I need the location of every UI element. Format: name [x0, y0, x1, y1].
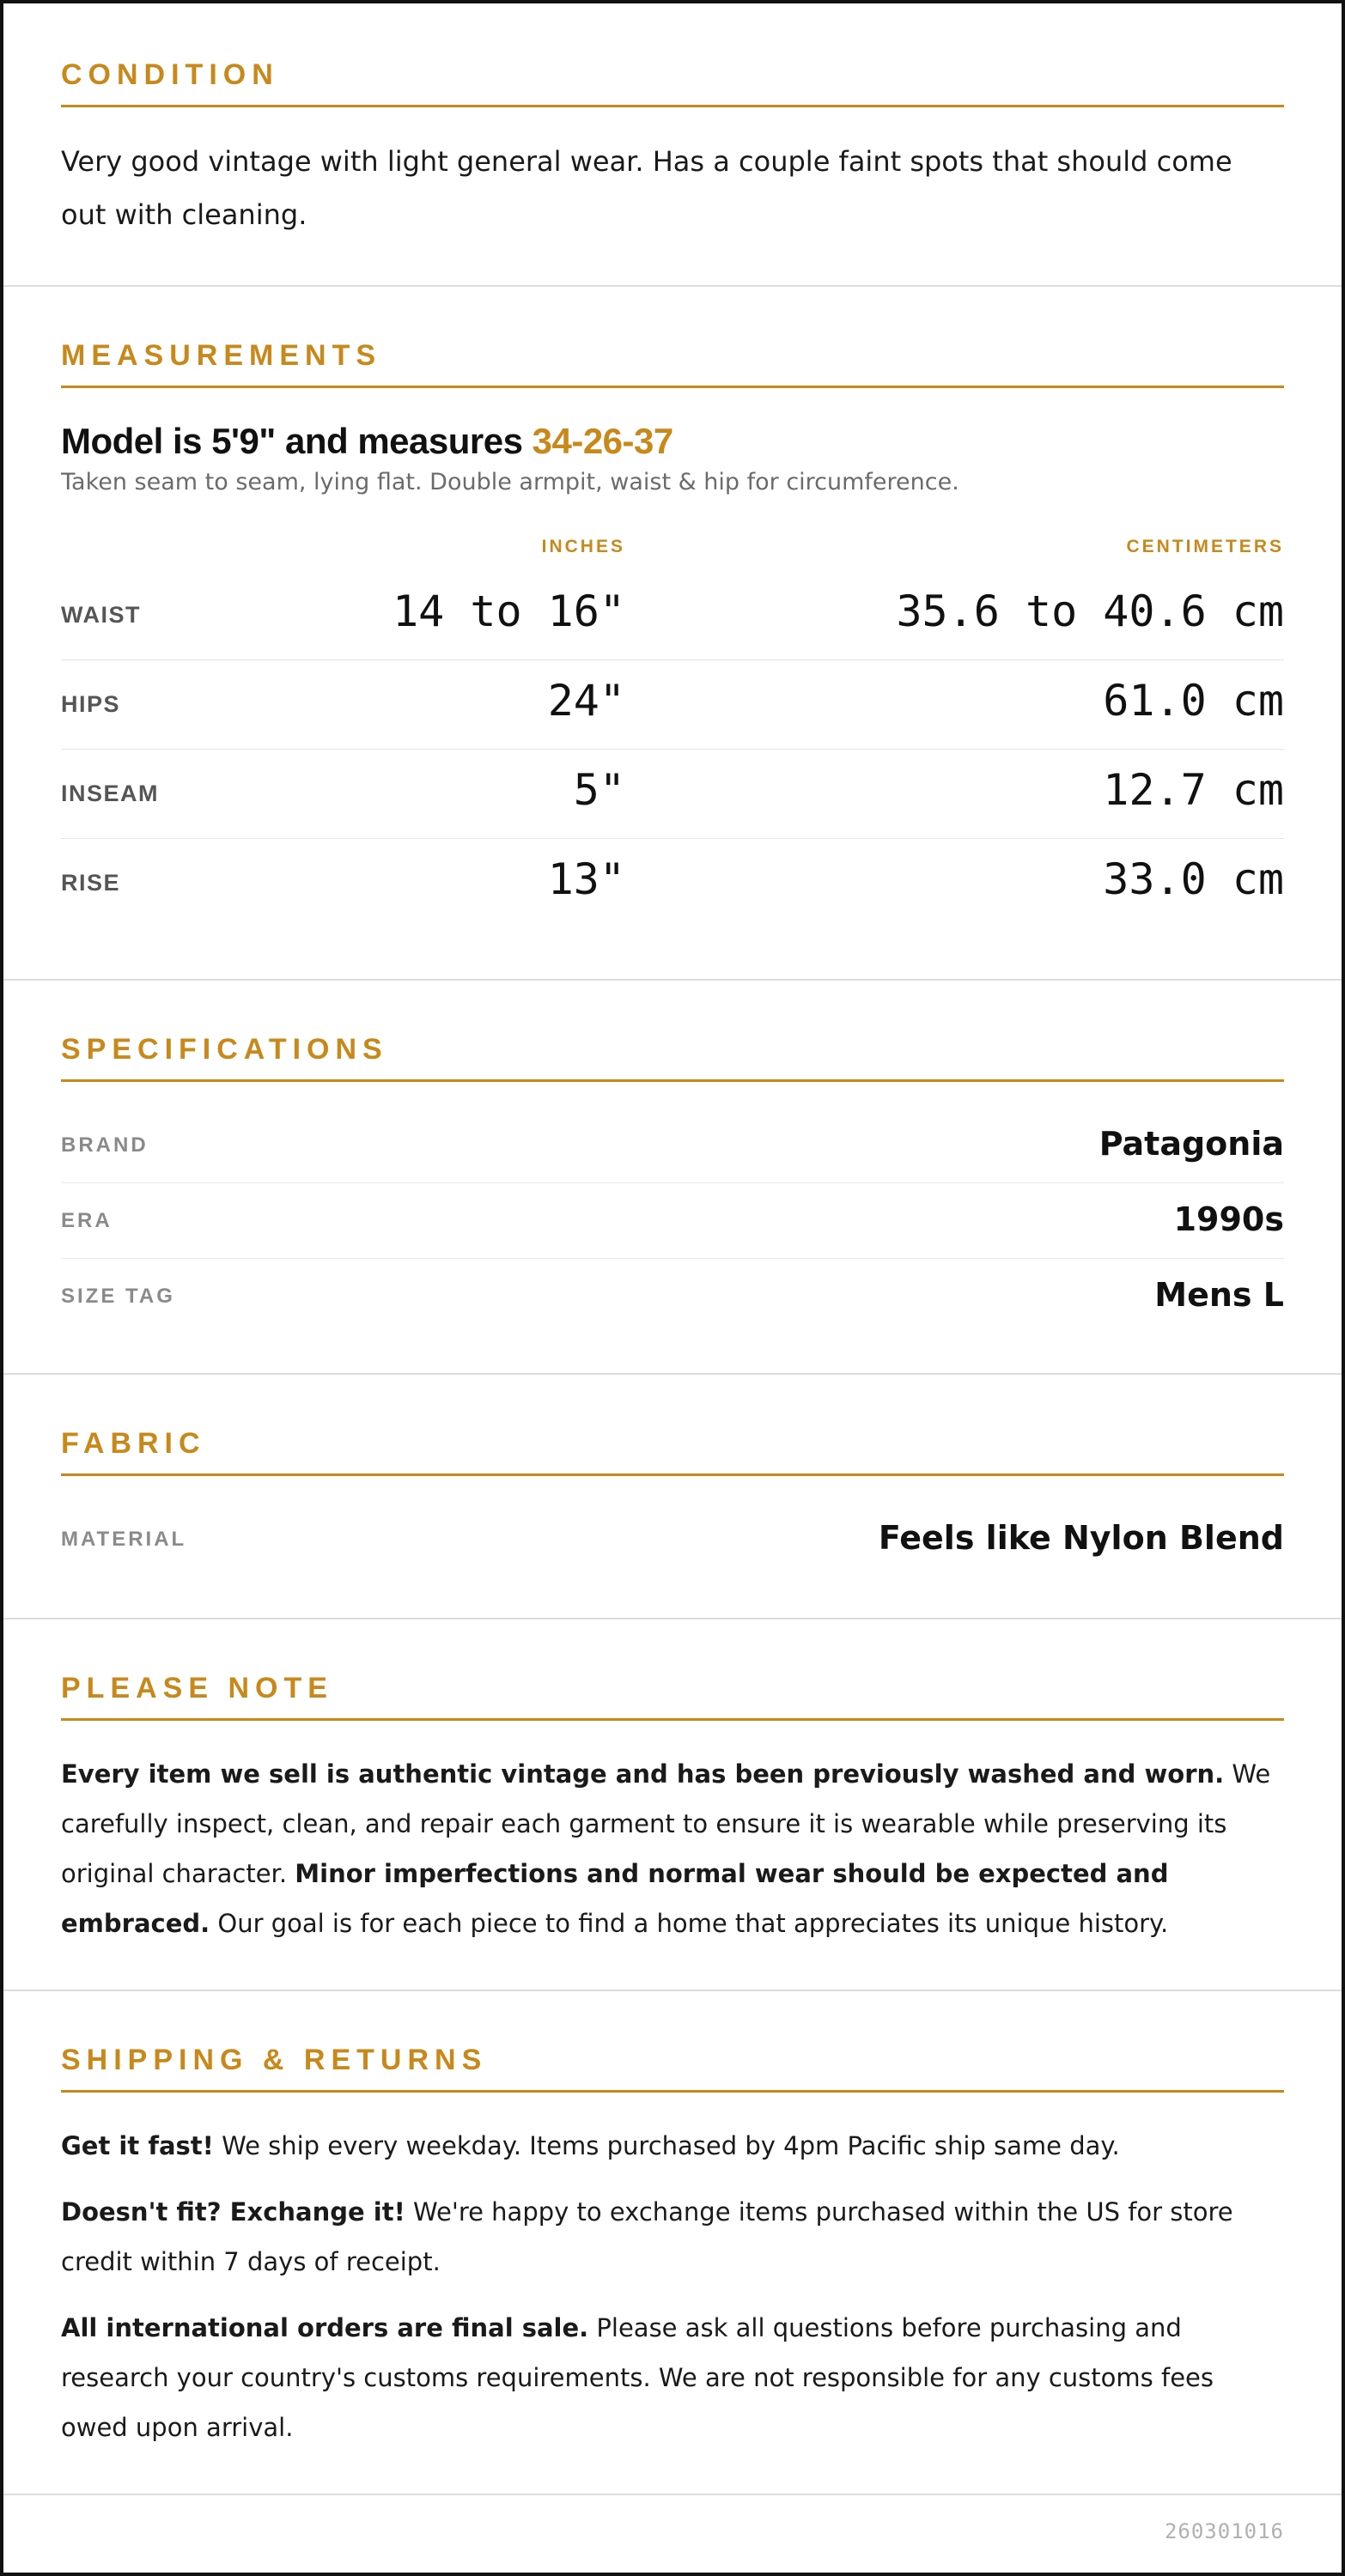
shipping-bold-2: Doesn't fit? Exchange it! — [61, 2197, 405, 2227]
please-note-section — [3, 1674, 1342, 1948]
fabric-row-material — [61, 1502, 1284, 1577]
condition-section — [3, 60, 1342, 241]
measurements-note: Taken seam to seam, lying flat. Double armpit, waist & hip for circumference. — [61, 469, 959, 495]
spec-key: MATERIAL — [61, 1528, 187, 1551]
fabric-section — [3, 1429, 1342, 1577]
specifications-section — [3, 1035, 1342, 1334]
spec-row-era — [61, 1183, 1284, 1259]
measurement-cm: 12.7 cm — [1103, 765, 1284, 815]
measurement-label: WAIST — [61, 602, 141, 628]
condition-title: CONDITION — [61, 58, 279, 91]
col-inches: INCHES — [541, 537, 625, 556]
shipping-bold-1: Get it fast! — [61, 2131, 214, 2160]
note-text-2: Our goal is for each piece to find a home that appreciates its unique history. — [210, 1909, 1169, 1938]
divider — [3, 1373, 1342, 1375]
shipping-section — [3, 2045, 1342, 2452]
measurement-cm: 35.6 to 40.6 cm — [896, 586, 1284, 636]
model-measurements — [61, 421, 1284, 462]
condition-text: Very good vintage with light general wear. Has a couple faint spots that should come out with cleaning. — [61, 145, 1232, 231]
spec-value: Mens L — [1154, 1276, 1284, 1314]
measurement-label: RISE — [61, 870, 121, 896]
measurement-row-hips — [61, 660, 1284, 750]
shipping-paragraph-international — [61, 2303, 1284, 2452]
spec-key: SIZE TAG — [61, 1285, 175, 1308]
please-note-text — [61, 1749, 1284, 1948]
spec-row-brand — [61, 1108, 1284, 1183]
measurement-inches: 24" — [547, 676, 625, 726]
divider — [3, 2494, 1342, 2495]
measurement-inches: 13" — [547, 854, 625, 904]
shipping-paragraph-fast — [61, 2121, 1284, 2171]
note-bold-2: Minor imperfections and normal wear should be expected and embraced. — [61, 1859, 1169, 1938]
spec-value: Feels like Nylon Blend — [878, 1519, 1284, 1557]
divider — [3, 285, 1342, 287]
model-figure: 34-26-37 — [532, 421, 673, 461]
spec-key: ERA — [61, 1209, 113, 1232]
specifications-title: SPECIFICATIONS — [61, 1033, 388, 1066]
shipping-text-1: We ship every weekday. Items purchased by 4pm Pacific ship same day. — [213, 2131, 1120, 2160]
measurement-row-inseam — [61, 750, 1284, 839]
col-centimeters: CENTIMETERS — [1126, 537, 1284, 556]
measurement-label: HIPS — [61, 691, 121, 717]
measurement-row-rise — [61, 839, 1284, 928]
spec-value: Patagonia — [1099, 1125, 1284, 1163]
divider — [3, 1618, 1342, 1619]
measurements-rule — [61, 386, 1284, 388]
specifications-rule — [61, 1079, 1284, 1082]
measurement-inches: 14 to 16" — [393, 586, 625, 636]
shipping-title: SHIPPING & RETURNS — [61, 2044, 488, 2076]
model-prefix: Model is 5'9" and measures — [61, 421, 533, 461]
fabric-rule — [61, 1473, 1284, 1476]
measurements-section — [3, 341, 1342, 928]
please-note-title: PLEASE NOTE — [61, 1672, 333, 1704]
measurement-inches: 5" — [573, 765, 625, 815]
shipping-rule — [61, 2090, 1284, 2093]
shipping-text-3: Please ask all questions before purchasing and research your country's customs requirements. We are not responsible for any customs fees owed upon arrival. — [61, 2313, 1214, 2442]
measurement-row-waist — [61, 571, 1284, 660]
spec-key: BRAND — [61, 1133, 149, 1157]
note-bold-1: Every item we sell is authentic vintage and has been previously washed and worn. — [61, 1759, 1225, 1789]
shipping-paragraph-exchange — [61, 2187, 1284, 2287]
measurements-header — [61, 537, 1284, 571]
spec-row-size-tag — [61, 1259, 1284, 1334]
condition-rule — [61, 105, 1284, 107]
shipping-text-2: We're happy to exchange items purchased within the US for store credit within 7 days of receipt. — [61, 2197, 1233, 2276]
measurement-cm: 33.0 cm — [1103, 854, 1284, 904]
note-text-1: We carefully inspect, clean, and repair each garment to ensure it is wearable while preserving its original character. — [61, 1759, 1271, 1888]
shipping-bold-3: All international orders are final sale. — [61, 2313, 589, 2342]
measurements-title: MEASUREMENTS — [61, 339, 382, 372]
measurement-label: INSEAM — [61, 781, 160, 806]
divider — [3, 979, 1342, 981]
spec-value: 1990s — [1173, 1200, 1284, 1238]
please-note-rule — [61, 1718, 1284, 1721]
item-code: 260301016 — [1164, 2519, 1284, 2543]
divider — [3, 1990, 1342, 1991]
fabric-title: FABRIC — [61, 1427, 206, 1460]
measurement-cm: 61.0 cm — [1103, 676, 1284, 726]
